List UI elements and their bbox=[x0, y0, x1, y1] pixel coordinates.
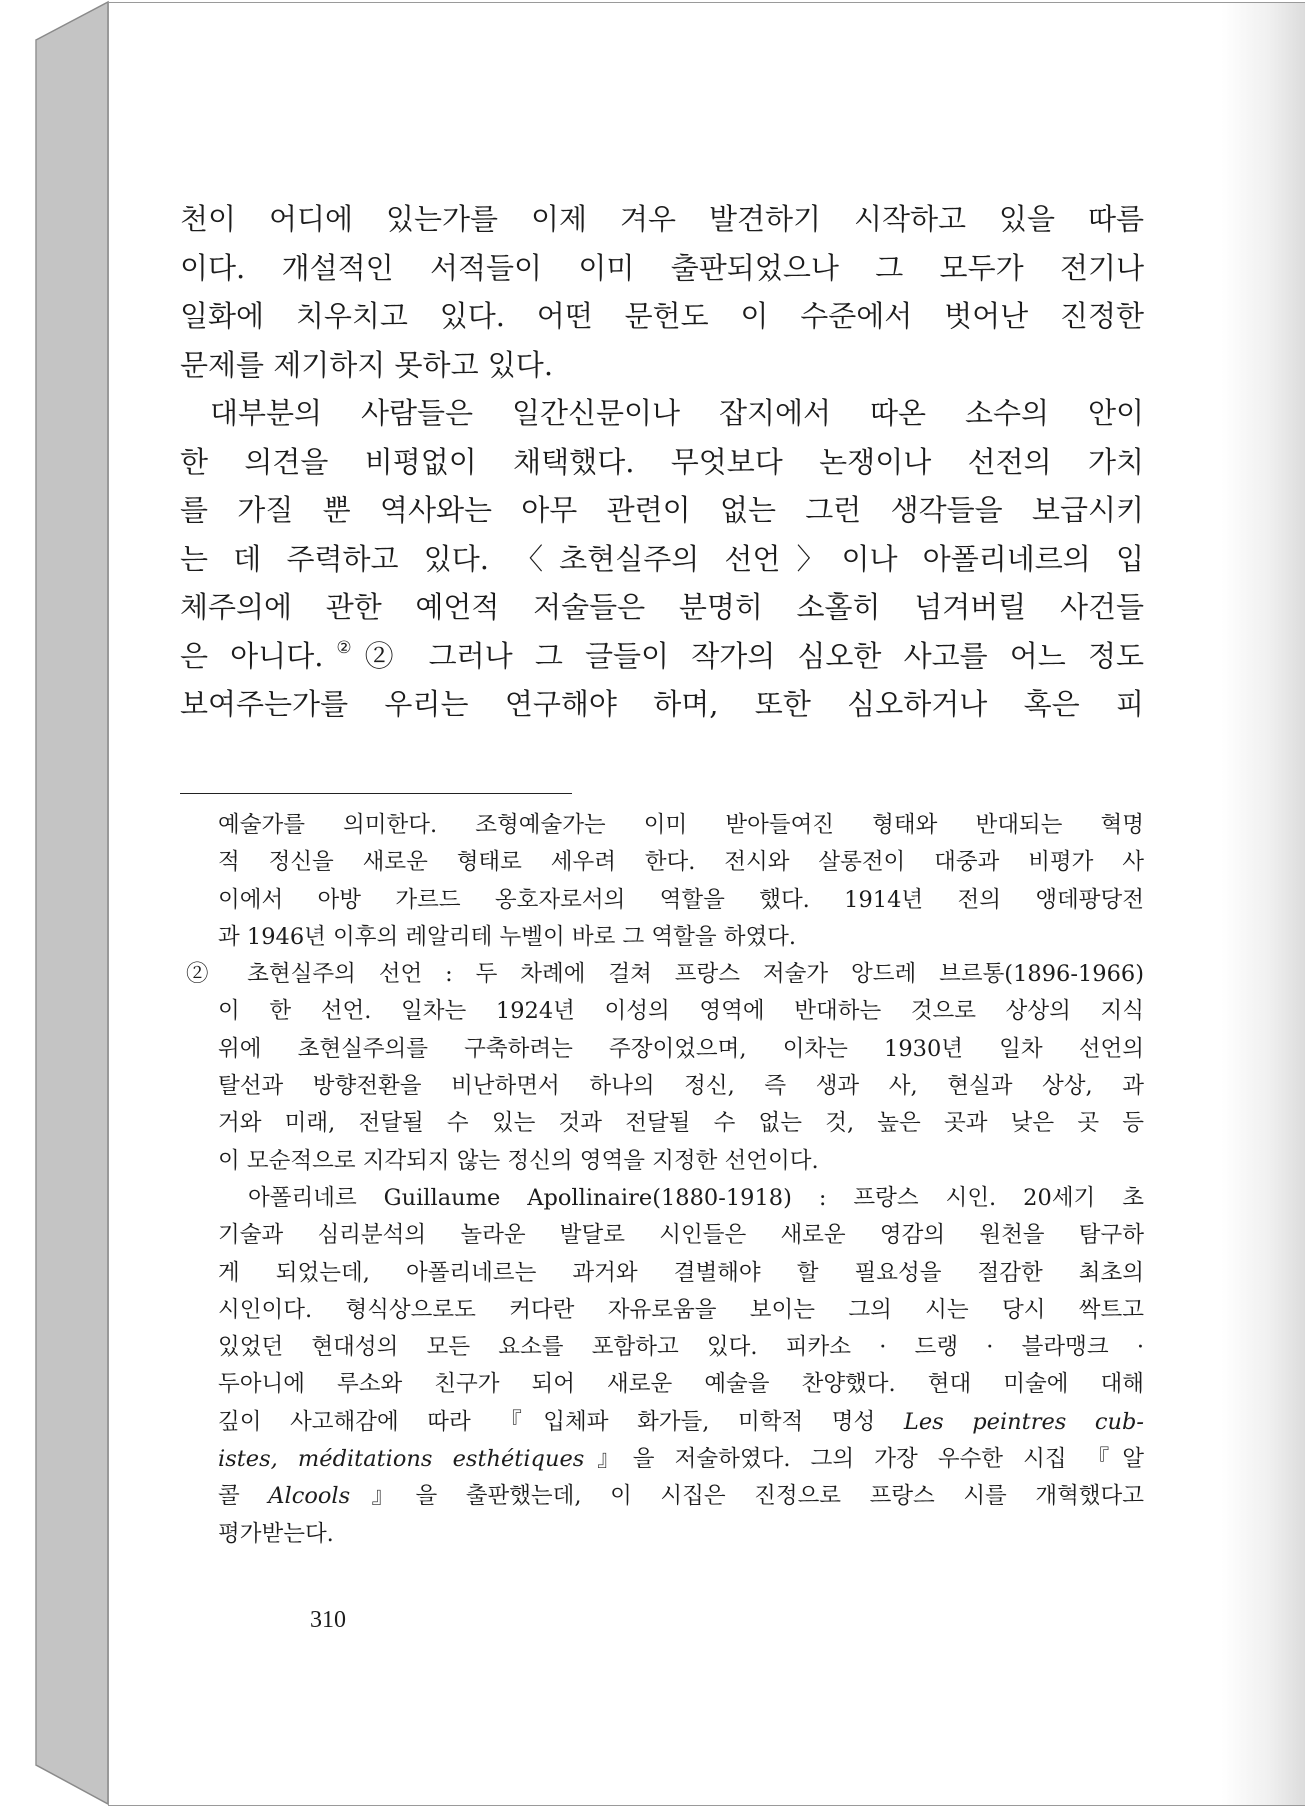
note-line: 두아니에 루소와 친구가 되어 새로운 예술을 찬양했다. 현대 미술에 대해 bbox=[218, 1371, 1144, 1398]
text-line-with-footnote bbox=[180, 632, 1144, 681]
text-line: 보여주는가를 우리는 연구해야 하며, 또한 심오하거나 혹은 피 bbox=[180, 687, 1144, 721]
note-line: 평가받는다. bbox=[218, 1520, 334, 1547]
text-segment: ② 그러나 그 글들이 작가의 심오한 사고를 어느 정도 bbox=[364, 638, 1145, 673]
text-line: 천이 어디에 있는가를 이제 겨우 발견하기 시작하고 있을 따름 bbox=[180, 202, 1144, 236]
note-line bbox=[186, 1441, 1144, 1478]
note-line: 있었던 현대성의 모든 요소를 포함하고 있다. 피카소 · 드랭 · 블라맹크 · bbox=[218, 1334, 1144, 1361]
page-number: 310 bbox=[310, 1607, 346, 1633]
main-text bbox=[180, 195, 1144, 729]
text-line: 체주의에 관한 예언적 저술들은 분명히 소홀히 넘겨버릴 사건들 bbox=[180, 590, 1144, 624]
apollinaire-note-heading: 아폴리네르 Guillaume Apollinaire(1880-1918) : 프랑스 시인. 20세기 초 bbox=[248, 1184, 1144, 1211]
book-title-italic: Les peintres cub- bbox=[903, 1408, 1145, 1435]
note-line: 적 정신을 새로운 형태로 세우려 한다. 전시와 살롱전이 대중과 비평가 사 bbox=[218, 849, 1144, 876]
footnote-2-heading: ② 초현실주의 선언 : 두 차례에 걸쳐 프랑스 저술가 앙드레 브르통(1896-1966) bbox=[186, 961, 1144, 988]
text-segment: 은 아니다. bbox=[180, 638, 324, 673]
text-line: 는 데 주력하고 있다. 〈초현실주의 선언〉이나 아폴리네르의 입 bbox=[180, 541, 1144, 576]
note-line: 시인이다. 형식상으로도 커다란 자유로움을 보이는 그의 시는 당시 싹트고 bbox=[218, 1296, 1144, 1323]
note-line: 기술과 심리분석의 놀라운 발달로 시인들은 새로운 영감의 원천을 탐구하 bbox=[218, 1222, 1144, 1249]
text-segment: 깊이 사고해감에 따라 『입체파 화가들, 미학적 명성 bbox=[218, 1408, 876, 1435]
note-line: 탈선과 방향전환을 비난하면서 하나의 정신, 즉 생과 사, 현실과 상상, 과 bbox=[218, 1073, 1144, 1100]
book-title-italic: Alcools bbox=[268, 1483, 351, 1510]
note-line: 거와 미래, 전달될 수 있는 것과 전달될 수 없는 것, 높은 곳과 낮은 곳 등 bbox=[218, 1110, 1144, 1137]
text-line: 이다. 개설적인 서적들이 이미 출판되었으나 그 모두가 전기나 bbox=[180, 250, 1144, 285]
note-line: 과 1946년 이후의 레알리테 누벨이 바로 그 역할을 하였다. bbox=[218, 923, 797, 950]
text-line: 를 가질 뿐 역사와는 아무 관련이 없는 그런 생각들을 보급시키 bbox=[180, 493, 1144, 527]
footnotes bbox=[186, 807, 1144, 1553]
text-line: 한 의견을 비평없이 채택했다. 무엇보다 논쟁이나 선전의 가치 bbox=[180, 444, 1144, 479]
note-line bbox=[186, 1478, 1144, 1515]
note-line: 위에 초현실주의를 구축하려는 주장이었으며, 이차는 1930년 일차 선언의 bbox=[218, 1035, 1144, 1062]
text-segment: 』을 출판했는데, 이 시집은 진정으로 프랑스 시를 개혁했다고 bbox=[350, 1483, 1145, 1510]
note-line bbox=[186, 1404, 1144, 1441]
text-segment: 』을 저술하였다. 그의 가장 우수한 시집 『알 bbox=[584, 1446, 1144, 1473]
note-line: 이 한 선언. 일차는 1924년 이성의 영역에 반대하는 것으로 상상의 지식 bbox=[218, 998, 1144, 1025]
text-line: 대부분의 사람들은 일간신문이나 잡지에서 따온 소수의 안이 bbox=[210, 396, 1144, 430]
footnote-divider bbox=[180, 793, 572, 794]
footnote-reference[interactable]: ② bbox=[323, 637, 365, 658]
note-line: 예술가를 의미한다. 조형예술가는 이미 받아들여진 형태와 반대되는 혁명 bbox=[218, 812, 1144, 838]
book-title-italic: istes, méditations esthétiques bbox=[218, 1446, 585, 1473]
text-segment: 콜 bbox=[218, 1483, 240, 1510]
note-line: 게 되었는데, 아폴리네르는 과거와 결별해야 할 필요성을 절감한 최초의 bbox=[218, 1259, 1144, 1286]
text-line: 일화에 치우치고 있다. 어떤 문헌도 이 수준에서 벗어난 진정한 bbox=[180, 299, 1144, 333]
text-line: 문제를 제기하지 못하고 있다. bbox=[180, 347, 554, 382]
note-line: 이에서 아방 가르드 옹호자로서의 역할을 했다. 1914년 전의 앵데팡당전 bbox=[218, 886, 1144, 913]
note-line: 이 모순적으로 지각되지 않는 정신의 영역을 지정한 선언이다. bbox=[218, 1147, 819, 1174]
